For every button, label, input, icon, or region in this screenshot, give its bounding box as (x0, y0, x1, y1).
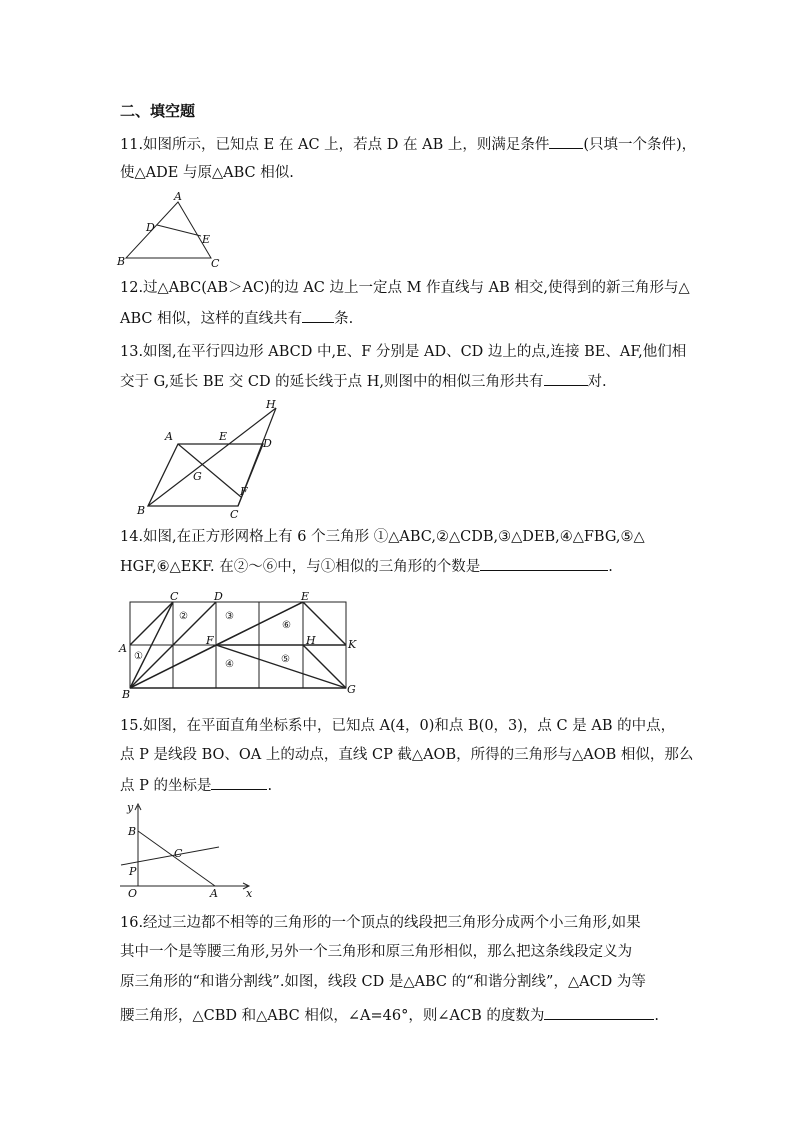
q14-label-a: A (119, 642, 127, 655)
q11-text-line2: 使△ADE 与原△ABC 相似. (120, 165, 294, 181)
q11-label-d: D (146, 221, 155, 234)
q15-text-a: 点 P 的坐标是 (120, 778, 212, 794)
q13-label-a: A (165, 430, 173, 443)
q13-label-d: D (263, 437, 272, 450)
q15-answer-blank[interactable] (211, 775, 267, 790)
q15-text-line1: 15.如图，在平面直角坐标系中，已知点 A(4，0)和点 B(0，3)，点 C 是 AB 的中点， (120, 718, 676, 734)
q13-label-g: G (193, 470, 202, 483)
q13-label-h: H (266, 398, 276, 411)
q16-text-line4 (120, 1005, 720, 1026)
q14-label-f: F (206, 634, 214, 647)
q16-text-b: . (654, 1008, 659, 1024)
q14-number-4: ④ (225, 659, 234, 670)
q11-text-a: 11.如图所示，已知点 E 在 AC 上，若点 D 在 AB 上，则满足条件 (120, 137, 550, 153)
q15-text-b: . (267, 778, 273, 794)
q11-triangle-abc (126, 202, 211, 258)
q11-label-c: C (211, 257, 220, 270)
q14-number-5: ⑤ (281, 654, 290, 665)
q15-label-a: A (210, 887, 218, 900)
q14-number-6: ⑥ (282, 620, 291, 631)
q14-label-d: D (214, 590, 223, 603)
q13-label-b: B (137, 504, 146, 517)
q15-coordinate-figure (118, 800, 263, 900)
q15-text-line3 (120, 775, 720, 796)
q14-label-h: H (306, 634, 316, 647)
q14-label-c: C (170, 590, 179, 603)
q12-text-b: 条. (334, 311, 354, 327)
q11-label-e: E (202, 233, 211, 246)
q11-label-a: A (174, 190, 182, 203)
q14-number-3: ③ (225, 611, 234, 622)
q11-text-b: (只填一个条件)， (583, 137, 697, 153)
q14-label-b: B (122, 688, 131, 701)
q16-text-line2: 其中一个是等腰三角形,另外一个三角形和原三角形相似，那么把这条线段定义为 (120, 944, 633, 960)
q15-label-x: x (246, 887, 253, 900)
q14-text-line2 (120, 556, 720, 577)
q13-text-line2 (120, 371, 720, 392)
q11-text-line1 (120, 134, 720, 155)
q14-text-a: HGF,⑥△EKF. 在②～⑥中，与①相似的三角形的个数是 (120, 559, 481, 575)
q12-text-a: ABC 相似，这样的直线共有 (120, 311, 303, 327)
q15-text-line2: 点 P 是线段 BO、OA 上的动点，直线 CP 截△AOB，所得的三角形与△AOB 相似，那么 (120, 747, 694, 763)
q16-text-a: 腰三角形，△CBD 和△ABC 相似，∠A=46°，则∠ACB 的度数为 (120, 1008, 545, 1024)
q14-text-line1: 14.如图,在正方形网格上有 6 个三角形 ①△ABC,②△CDB,③△DEB,④△FBG,⑤△ (120, 529, 645, 545)
q13-label-c: C (230, 508, 239, 521)
q12-answer-blank[interactable] (302, 308, 334, 323)
q14-number-2: ② (179, 611, 188, 622)
q11-label-b: B (117, 255, 126, 268)
q13-label-e: E (219, 430, 228, 443)
q15-label-y: y (127, 801, 134, 814)
q13-text-line1: 13.如图,在平行四边形 ABCD 中,E、F 分别是 AD、CD 边上的点,连接 BE、AF,他们相 (120, 344, 687, 360)
q11-triangle-figure (115, 190, 225, 268)
q13-text-b: 对. (587, 374, 607, 390)
q13-text-a: 交于 G,延长 BE 交 CD 的延长线于点 H,则图中的相似三角形共有 (120, 374, 544, 390)
q14-label-k: K (348, 638, 357, 651)
q16-text-line1: 16.经过三边都不相等的三角形的一个顶点的线段把三角形分成两个小三角形,如果 (120, 915, 641, 931)
q15-label-b: B (128, 825, 137, 838)
q15-label-p: P (129, 865, 137, 878)
q14-answer-blank[interactable] (480, 556, 608, 571)
q11-answer-blank[interactable] (549, 134, 583, 149)
q13-segment-af (178, 444, 241, 497)
q14-label-e: E (301, 590, 310, 603)
q14-text-b: . (608, 559, 613, 575)
q13-parallelogram-figure (130, 396, 290, 520)
q16-answer-blank[interactable] (544, 1005, 654, 1020)
q15-label-o: O (128, 887, 138, 900)
q12-text-line1: 12.过△ABC(AB＞AC)的边 AC 边上一定点 M 作直线与 AB 相交,使得到的新三角形与△ (120, 280, 690, 296)
q13-label-f: F (240, 485, 248, 498)
section-title: 二、填空题 (120, 102, 196, 120)
q14-number-1: ① (134, 651, 143, 662)
q15-line-cp (121, 847, 219, 865)
q14-label-g: G (347, 683, 356, 696)
q13-answer-blank[interactable] (544, 371, 588, 386)
q15-label-c: C (174, 847, 183, 860)
q12-text-line2 (120, 308, 720, 329)
q16-text-line3: 原三角形的“和谐分割线”.如图，线段 CD 是△ABC 的“和谐分割线”，△ACD 为等 (120, 974, 646, 990)
q14-grid-figure (118, 590, 368, 701)
